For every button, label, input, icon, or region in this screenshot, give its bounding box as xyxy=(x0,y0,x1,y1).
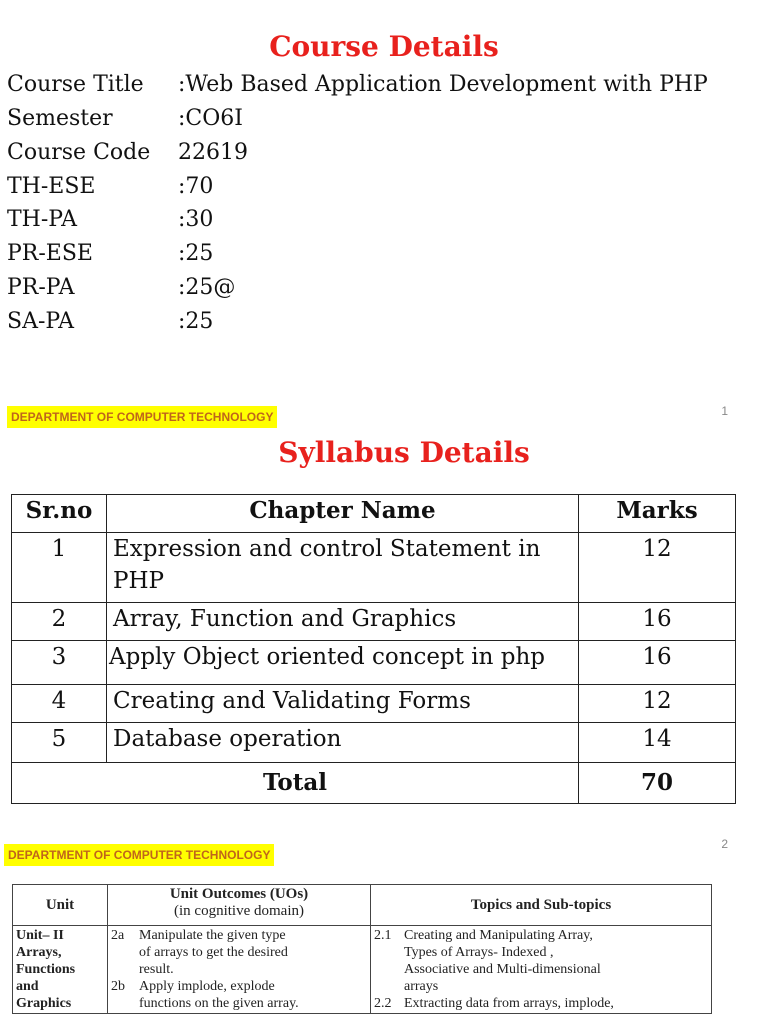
uo-code: 2a xyxy=(111,928,125,943)
unit-name-line: and xyxy=(16,979,39,994)
unit-name-line: Graphics xyxy=(16,996,72,1011)
chapter-name-cell: Apply Object oriented concept in php xyxy=(107,641,579,685)
th-pa-value: :30 xyxy=(178,207,214,232)
topic-code: 2.2 xyxy=(374,996,392,1011)
topic-text: Creating and Manipulating Array, xyxy=(404,928,593,943)
table-row xyxy=(12,641,736,685)
unit-name-cell xyxy=(13,926,108,1014)
uo-header-line2: (in cognitive domain) xyxy=(174,903,304,919)
course-title-label: Course Title xyxy=(7,72,144,97)
total-row xyxy=(12,763,736,804)
table-row xyxy=(12,685,736,723)
department-label-1: DEPARTMENT OF COMPUTER TECHNOLOGY xyxy=(7,406,277,428)
chapter-name-cell: Expression and control Statement in PHP xyxy=(107,533,579,603)
uo-code: 2b xyxy=(111,979,125,994)
topics-header: Topics and Sub-topics xyxy=(371,885,712,926)
th-ese-value: :70 xyxy=(178,174,214,199)
topic-text: arrays xyxy=(404,979,439,994)
srno-cell: 5 xyxy=(12,723,107,763)
marks-cell: 16 xyxy=(579,603,736,641)
chapter-name-header: Chapter Name xyxy=(107,495,579,533)
uo-header xyxy=(108,885,371,926)
unit-row xyxy=(13,926,712,1014)
syllabus-details-title: Syllabus Details xyxy=(278,436,530,469)
marks-cell: 12 xyxy=(579,533,736,603)
unit-name-line: Unit– II xyxy=(16,928,64,943)
table-row xyxy=(12,533,736,603)
chapter-name-cell: Array, Function and Graphics xyxy=(107,603,579,641)
uo-text: Manipulate the given type xyxy=(139,928,286,943)
sa-pa-value: :25 xyxy=(178,309,214,334)
srno-cell: 4 xyxy=(12,685,107,723)
unit-header-row xyxy=(13,885,712,926)
course-code-value: 22619 xyxy=(178,140,248,165)
unit-outcomes-table-scan xyxy=(12,884,712,1024)
srno-cell: 2 xyxy=(12,603,107,641)
srno-header: Sr.no xyxy=(12,495,107,533)
pr-pa-label: PR-PA xyxy=(7,275,75,300)
uo-header-line1: Unit Outcomes (UOs) xyxy=(169,886,309,902)
topic-code: 2.1 xyxy=(374,928,392,943)
topic-text: Extracting data from arrays, implode, xyxy=(404,996,614,1011)
uo-text: result. xyxy=(139,962,174,977)
chapter-name-cell: Database operation xyxy=(107,723,579,763)
total-marks: 70 xyxy=(579,763,736,804)
syllabus-header-row xyxy=(12,495,736,533)
table-row xyxy=(12,603,736,641)
marks-header: Marks xyxy=(579,495,736,533)
uo-text: Apply implode, explode xyxy=(139,979,275,994)
topic-text: Types of Arrays- Indexed , xyxy=(404,945,554,960)
unit-name-line: Arrays, xyxy=(16,945,62,960)
chapter-name-cell: Creating and Validating Forms xyxy=(107,685,579,723)
table-row xyxy=(12,723,736,763)
srno-cell: 1 xyxy=(12,533,107,603)
course-details-title: Course Details xyxy=(269,30,499,63)
course-title-value: :Web Based Application Development with PHP xyxy=(178,72,708,97)
marks-cell: 12 xyxy=(579,685,736,723)
uo-text: of arrays to get the desired xyxy=(139,945,288,960)
pr-pa-value: :25@ xyxy=(178,275,236,300)
marks-cell: 16 xyxy=(579,641,736,685)
unit-name-line: Functions xyxy=(16,962,76,977)
course-code-label: Course Code xyxy=(7,140,151,165)
th-ese-label: TH-ESE xyxy=(7,174,96,199)
sa-pa-label: SA-PA xyxy=(7,309,75,334)
uo-text: functions on the given array. xyxy=(139,996,299,1011)
topics-cell xyxy=(371,926,712,1014)
page-number-2: 2 xyxy=(721,837,728,851)
topic-text: Associative and Multi-dimensional xyxy=(404,962,601,977)
unit-header: Unit xyxy=(13,885,108,926)
uo-cell xyxy=(108,926,371,1014)
th-pa-label: TH-PA xyxy=(7,207,77,232)
department-label-2: DEPARTMENT OF COMPUTER TECHNOLOGY xyxy=(4,844,274,866)
page-number-1: 1 xyxy=(721,404,728,418)
pr-ese-value: :25 xyxy=(178,241,214,266)
semester-label: Semester xyxy=(7,106,113,131)
syllabus-table xyxy=(11,494,736,804)
marks-cell: 14 xyxy=(579,723,736,763)
total-label: Total xyxy=(12,763,579,804)
pr-ese-label: PR-ESE xyxy=(7,241,93,266)
semester-value: :CO6I xyxy=(178,106,243,131)
srno-cell: 3 xyxy=(12,641,107,685)
